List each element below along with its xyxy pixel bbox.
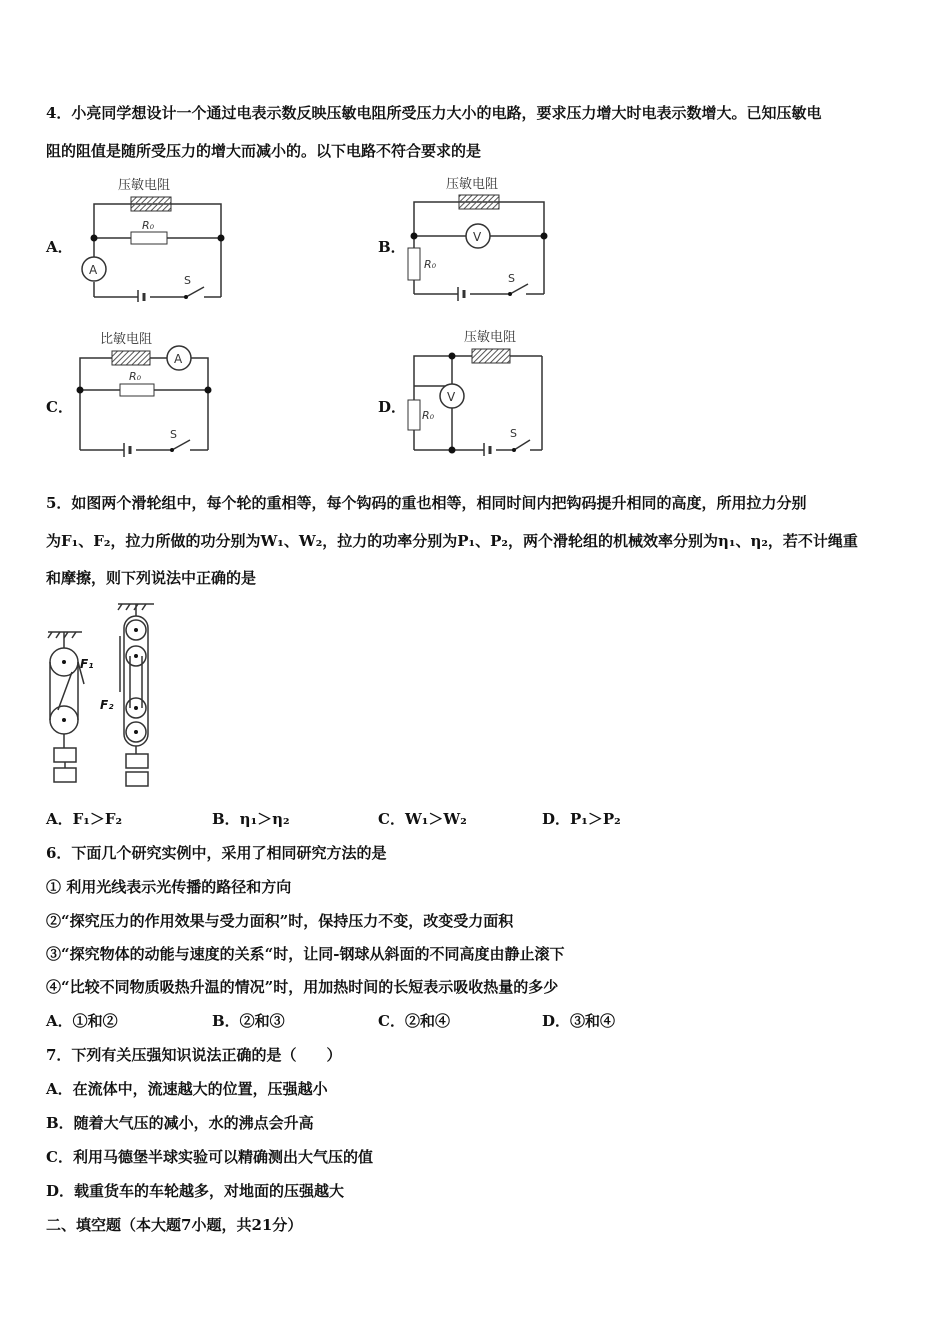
q4-option-b[interactable]: B． — [378, 238, 406, 256]
q6-stem: 6．下面几个研究实例中，采用了相同研究方法的是 — [46, 844, 387, 862]
q5-stem-line3: 和摩擦，则下列说法中正确的是 — [46, 569, 257, 587]
q4-stem-line1: 4．小亮同学想设计一个通过电表示数反映压敏电阻所受压力大小的电路，要求压力增大时电表示数增大。已知压敏电 — [46, 104, 822, 122]
pressure-resistor-a — [131, 197, 171, 211]
q6-option-c[interactable]: C．②和④ — [378, 1012, 450, 1030]
circuit-d-diagram — [402, 326, 552, 456]
svg-text:V: V — [473, 230, 482, 244]
svg-text:S: S — [510, 427, 517, 440]
svg-text:V: V — [447, 390, 456, 404]
svg-text:A: A — [89, 263, 98, 277]
q5-option-d[interactable]: D．P₁＞P₂ — [542, 810, 621, 828]
circuit-c-diagram — [72, 328, 222, 458]
pulley-systems-diagram — [44, 596, 174, 792]
svg-text:压敏电阻: 压敏电阻 — [446, 177, 499, 192]
q7-stem: 7．下列有关压强知识说法正确的是（ ） — [46, 1046, 342, 1064]
q5-option-a[interactable]: A．F₁＞F₂ — [46, 810, 123, 828]
q7-option-d[interactable]: D．载重货车的车轮越多，对地面的压强越大 — [46, 1182, 345, 1200]
q6-option-d[interactable]: D．③和④ — [542, 1012, 616, 1030]
q6-option-b[interactable]: B．②和③ — [212, 1012, 285, 1030]
q6-item-2: ②“探究压力的作用效果与受力面积”时，保持压力不变，改变受力面积 — [46, 912, 514, 930]
section-2-heading: 二、填空题（本大题7小题，共21分） — [46, 1216, 303, 1234]
q7-option-a[interactable]: A．在流体中，流速越大的位置，压强越小 — [46, 1080, 328, 1098]
svg-text:A: A — [174, 352, 183, 366]
q7-option-c[interactable]: C．利用马德堡半球实验可以精确测出大气压的值 — [46, 1148, 373, 1166]
q4-option-d[interactable]: D． — [378, 398, 407, 416]
q6-option-a[interactable]: A．①和② — [46, 1012, 118, 1030]
f1-label: F₁ — [80, 657, 94, 671]
pressure-label-a: 压敏电阻 — [118, 178, 171, 193]
svg-text:R₀: R₀ — [129, 370, 142, 383]
q6-item-1: ① 利用光线表示光传播的路径和方向 — [46, 878, 292, 896]
svg-text:R₀: R₀ — [424, 258, 437, 271]
svg-text:压敏电阻: 压敏电阻 — [464, 330, 517, 345]
svg-text:比敏电阻: 比敏电阻 — [100, 332, 153, 347]
svg-text:S: S — [170, 428, 177, 441]
q5-stem-line1: 5．如图两个滑轮组中，每个轮的重相等，每个钩码的重也相等，相同时间内把钩码提升相同的高度，所用拉力分别 — [46, 494, 807, 512]
q6-item-4: ④“比较不同物质吸热升温的情况”时，用加热时间的长短表示吸收热量的多少 — [46, 978, 559, 996]
svg-text:R₀: R₀ — [422, 409, 435, 422]
svg-text:R₀: R₀ — [142, 219, 155, 232]
q6-item-3: ③“探究物体的动能与速度的关系“时，让同-钢球从斜面的不同高度由静止滚下 — [46, 945, 565, 963]
q4-option-a[interactable]: A． — [46, 238, 73, 256]
q4-option-c[interactable]: C． — [46, 398, 73, 416]
circuit-b-diagram — [404, 172, 554, 302]
q7-option-b[interactable]: B．随着大气压的减小，水的沸点会升高 — [46, 1114, 314, 1132]
svg-text:S: S — [508, 272, 515, 285]
r0-resistor-a — [131, 232, 167, 244]
q5-option-c[interactable]: C．W₁＞W₂ — [378, 810, 467, 828]
svg-text:S: S — [184, 274, 191, 287]
circuit-a-diagram — [76, 172, 236, 302]
q5-option-b[interactable]: B．η₁＞η₂ — [212, 810, 290, 828]
f2-label: F₂ — [100, 698, 114, 712]
q5-stem-line2: 为F₁、F₂，拉力所做的功分别为W₁、W₂，拉力的功率分别为P₁、P₂，两个滑轮组的机械效率分别为η₁、η₂，若不计绳重 — [46, 532, 858, 550]
q4-stem-line2: 阻的阻值是随所受压力的增大而减小的。以下电路不符合要求的是 — [46, 142, 482, 160]
